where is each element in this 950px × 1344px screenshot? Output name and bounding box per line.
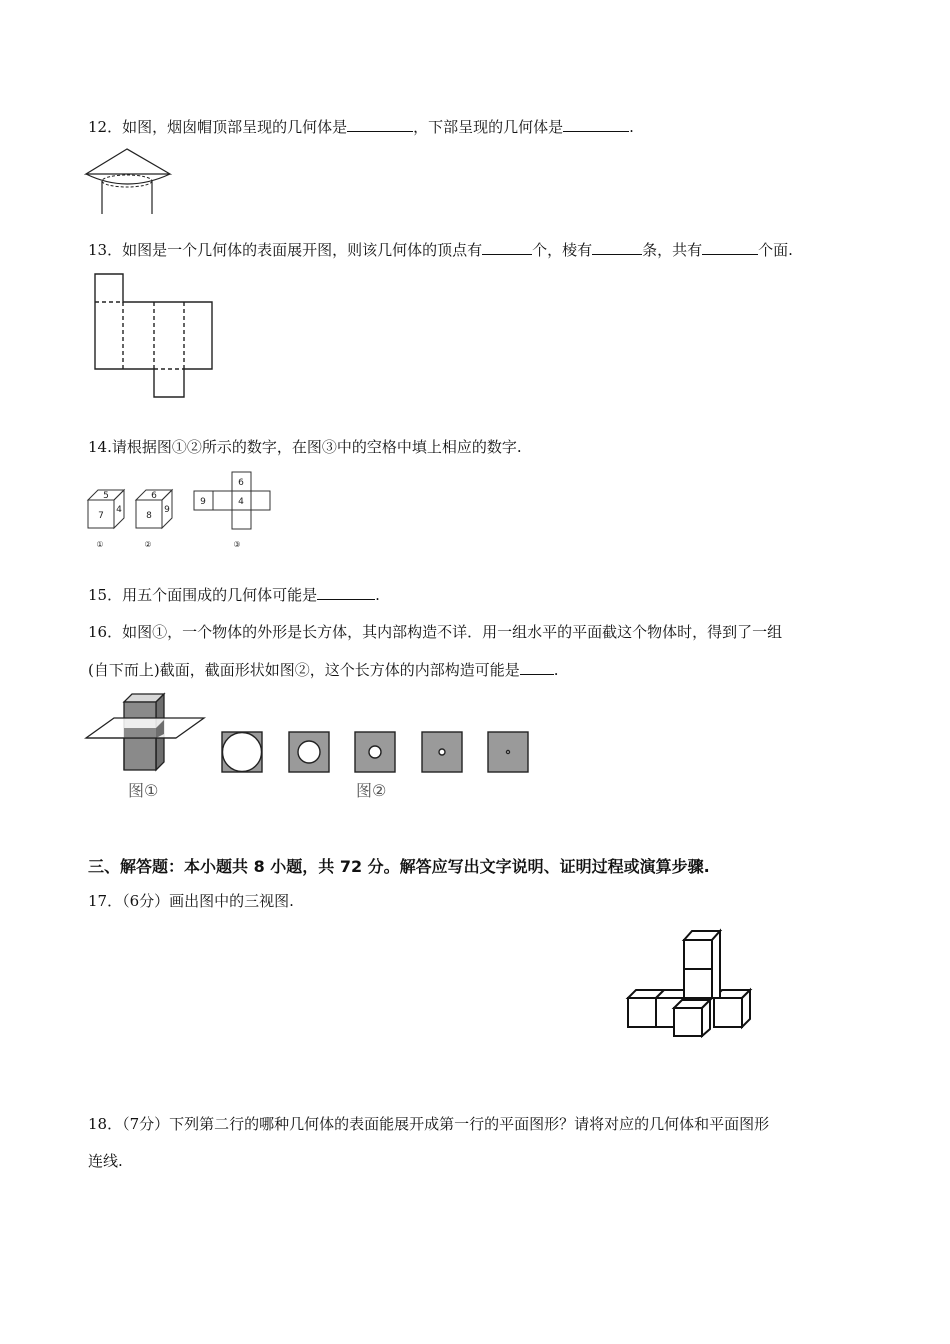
answer-blank[interactable] bbox=[520, 660, 554, 675]
section-3-heading: 三、解答题：本小题共 8 小题，共 72 分。解答应写出文字说明、证明过程或演算步骤. bbox=[88, 857, 710, 876]
answer-blank[interactable] bbox=[592, 240, 642, 255]
net-left-number: 9 bbox=[200, 497, 206, 507]
question-12: 12．如图，烟囱帽顶部呈现的几何体是 ，下部呈现的几何体是 . bbox=[88, 118, 634, 136]
figure-2-caption: 图② bbox=[356, 781, 387, 800]
question-18-line-1: 18．（7分）下列第二行的哪种几何体的表面能展开成第一行的平面图形？请将对应的几何体和平面图形 bbox=[88, 1115, 770, 1133]
stacked-cubes-figure bbox=[622, 926, 772, 1038]
question-13: 13．如图是一个几何体的表面展开图，则该几何体的顶点有 个，棱有 条，共有 个面. bbox=[88, 241, 793, 259]
net-top-number: 6 bbox=[238, 478, 244, 488]
net-center-number: 4 bbox=[238, 497, 244, 507]
question-17: 17．（6分）画出图中的三视图. bbox=[88, 892, 294, 910]
figure-1-label: ① bbox=[96, 540, 104, 549]
question-16-line-1: 16．如图①，一个物体的外形是长方体，其内部构造不详．用一组水平的平面截这个物体时，得到了一组 bbox=[88, 623, 783, 641]
answer-blank[interactable] bbox=[702, 240, 758, 255]
answer-blank[interactable] bbox=[482, 240, 532, 255]
answer-blank[interactable] bbox=[347, 117, 413, 132]
chimney-cap-figure bbox=[84, 146, 174, 216]
prism-net-figure bbox=[92, 272, 218, 400]
cross-section-figures bbox=[84, 690, 534, 805]
cube2-side-number: 9 bbox=[164, 505, 170, 515]
figure-3-label: ③ bbox=[233, 540, 241, 549]
cube1-top-number: 5 bbox=[103, 491, 109, 501]
question-14: 14.请根据图①②所示的数字，在图③中的空格中填上相应的数字. bbox=[88, 438, 522, 456]
dice-figures bbox=[80, 468, 280, 554]
cube2-top-number: 6 bbox=[151, 491, 157, 501]
question-16-line-2: (自下而上)截面，截面形状如图②，这个长方体的内部构造可能是 . bbox=[88, 661, 559, 679]
answer-blank[interactable] bbox=[317, 585, 375, 600]
figure-2-label: ② bbox=[144, 540, 152, 549]
question-15: 15．用五个面围成的几何体可能是 . bbox=[88, 586, 380, 604]
cube1-side-number: 4 bbox=[116, 505, 122, 515]
answer-blank[interactable] bbox=[563, 117, 629, 132]
cube2-front-number: 8 bbox=[146, 511, 152, 521]
question-18-line-2: 连线. bbox=[88, 1152, 123, 1170]
figure-1-caption: 图① bbox=[128, 781, 159, 800]
cube1-front-number: 7 bbox=[98, 511, 104, 521]
